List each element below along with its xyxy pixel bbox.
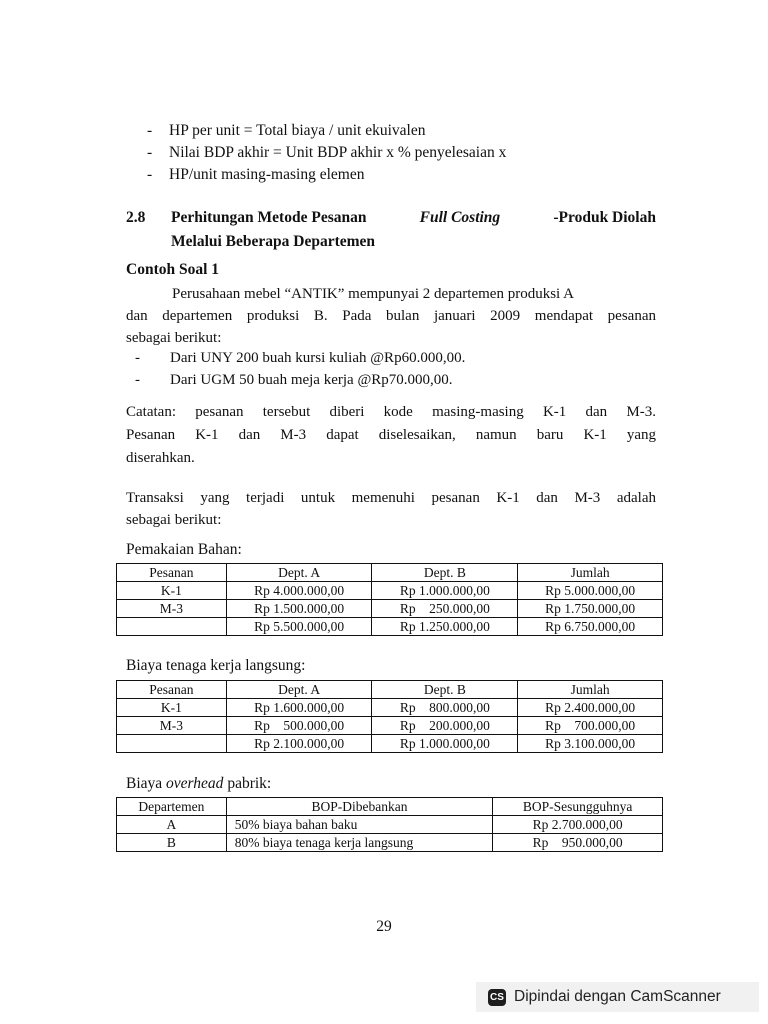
camscanner-text: Dipindai dengan CamScanner — [514, 988, 721, 1005]
table-header-row: Departemen BOP-Dibebankan BOP-Sesungguhnya — [117, 798, 663, 816]
overhead-table — [116, 797, 663, 852]
table-row: B 80% biaya tenaga kerja langsung Rp 950.000,00 — [117, 834, 663, 852]
bullet-item: - Nilai BDP akhir = Unit BDP akhir x % penyelesaian x — [147, 144, 507, 161]
order-item: - Dari UNY 200 buah kursi kuliah @Rp60.000,00. — [135, 350, 466, 366]
section-heading: 2.8 Perhitungan Metode Pesanan Full Costing -Produk Diolah Melalui Beberapa Departemen — [126, 206, 656, 254]
formula-bullet-list — [147, 120, 506, 186]
bullet-item: - HP/unit masing-masing elemen — [147, 166, 365, 183]
table-row: K-1 Rp 1.600.000,00 Rp 800.000,00 Rp 2.400.000,00 — [117, 699, 663, 717]
material-table-label: Pemakaian Bahan: — [126, 541, 242, 558]
table-row: K-1 Rp 4.000.000,00 Rp 1.000.000,00 Rp 5.000.000,00 — [117, 582, 663, 600]
intro-paragraph: Perusahaan mebel “ANTIK” mempunyai 2 departemen produksi A dan departemen produksi B. Pada bulan januari 2009 mendapat pesanan sebagai berikut: — [126, 286, 656, 346]
material-table — [116, 563, 663, 636]
transaction-paragraph: Transaksi yang terjadi untuk memenuhi pesanan K-1 dan M-3 adalah sebagai berikut: — [126, 490, 656, 528]
section-number: 2.8 — [126, 209, 146, 226]
labor-table-label: Biaya tenaga kerja langsung: — [126, 657, 306, 674]
table-row: M-3 Rp 500.000,00 Rp 200.000,00 Rp 700.000,00 — [117, 717, 663, 735]
order-item: - Dari UGM 50 buah meja kerja @Rp70.000,00. — [135, 372, 453, 388]
order-list — [135, 347, 465, 391]
table-row: A 50% biaya bahan baku Rp 2.700.000,00 — [117, 816, 663, 834]
table-header-row: Pesanan Dept. A Dept. B Jumlah — [117, 681, 663, 699]
note-paragraph: Catatan: pesanan tersebut diberi kode masing-masing K-1 dan M-3. Pesanan K-1 dan M-3 dapat diselesaikan, namun baru K-1 yang diserahkan. — [126, 404, 656, 466]
table-row: M-3 Rp 1.500.000,00 Rp 250.000,00 Rp 1.750.000,00 — [117, 600, 663, 618]
overhead-table-label: Biaya overhead pabrik: — [126, 775, 272, 792]
page-number: 29 — [376, 918, 392, 935]
camscanner-logo-icon: CS — [488, 989, 506, 1006]
bullet-item: - HP per unit = Total biaya / unit ekuivalen — [147, 122, 426, 139]
table-header-row: Pesanan Dept. A Dept. B Jumlah — [117, 564, 663, 582]
table-total-row: Rp 5.500.000,00 Rp 1.250.000,00 Rp 6.750.000,00 — [117, 618, 663, 636]
example-heading: Contoh Soal 1 — [126, 261, 220, 278]
camscanner-badge — [476, 982, 759, 1012]
labor-table — [116, 680, 663, 753]
table-total-row: Rp 2.100.000,00 Rp 1.000.000,00 Rp 3.100.000,00 — [117, 735, 663, 753]
